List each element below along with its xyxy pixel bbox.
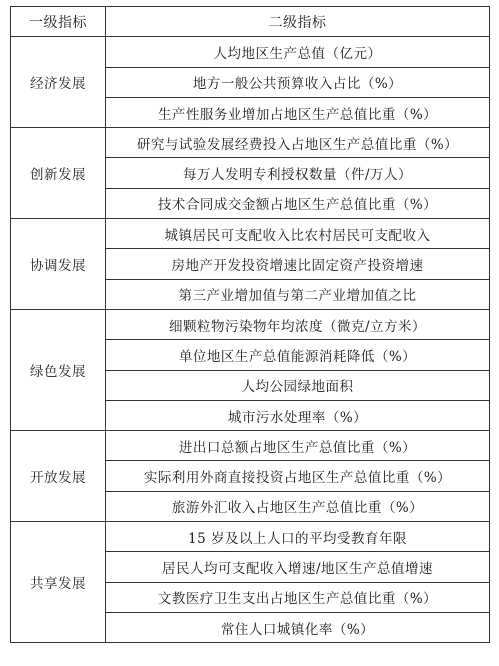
indicator-cell: 生产性服务业增加占地区生产总值比重（%） <box>106 97 490 127</box>
indicator-cell: 进出口总额占地区生产总值比重（%） <box>106 431 490 461</box>
table-body <box>11 37 490 643</box>
indicator-cell: 技术合同成交金额占地区生产总值比重（%） <box>106 188 490 218</box>
indicator-cell: 研究与试验发展经费投入占地区生产总值比重（%） <box>106 128 490 158</box>
table-row <box>11 309 490 339</box>
indicator-cell: 城镇居民可支配收入比农村居民可支配收入 <box>106 219 490 249</box>
table-row <box>11 128 490 158</box>
indicator-cell: 15 岁及以上人口的平均受教育年限 <box>106 522 490 552</box>
category-cell-sharing: 共享发展 <box>11 522 106 643</box>
indicator-table <box>10 6 490 643</box>
indicator-cell: 单位地区生产总值能源消耗降低（%） <box>106 340 490 370</box>
indicator-cell: 每万人发明专利授权数量（件/万人） <box>106 158 490 188</box>
table-row <box>11 431 490 461</box>
indicator-cell: 旅游外汇收入占地区生产总值比重（%） <box>106 491 490 521</box>
header-row <box>11 7 490 37</box>
table-row <box>11 522 490 552</box>
table-row <box>11 37 490 67</box>
indicator-cell: 城市污水处理率（%） <box>106 400 490 430</box>
indicator-cell: 人均地区生产总值（亿元） <box>106 37 490 67</box>
indicator-cell: 人均公园绿地面积 <box>106 370 490 400</box>
category-cell-green: 绿色发展 <box>11 309 106 430</box>
header-primary-indicator: 一级指标 <box>11 7 106 37</box>
indicator-cell: 细颗粒物污染物年均浓度（微克/立方米） <box>106 309 490 339</box>
header-secondary-indicator: 二级指标 <box>106 7 490 37</box>
indicator-cell: 居民人均可支配收入增速/地区生产总值增速 <box>106 552 490 582</box>
category-cell-coordination: 协调发展 <box>11 219 106 310</box>
indicator-cell: 第三产业增加值与第二产业增加值之比 <box>106 279 490 309</box>
category-cell-innovation: 创新发展 <box>11 128 106 219</box>
table-row <box>11 219 490 249</box>
indicator-cell: 文教医疗卫生支出占地区生产总值比重（%） <box>106 582 490 612</box>
indicator-cell: 常住人口城镇化率（%） <box>106 612 490 642</box>
category-cell-openness: 开放发展 <box>11 431 106 522</box>
indicator-cell: 房地产开发投资增速比固定资产投资增速 <box>106 249 490 279</box>
indicator-cell: 实际利用外商直接投资占地区生产总值比重（%） <box>106 461 490 491</box>
indicator-cell: 地方一般公共预算收入占比（%） <box>106 67 490 97</box>
category-cell-economic: 经济发展 <box>11 37 106 128</box>
table-header <box>11 7 490 37</box>
